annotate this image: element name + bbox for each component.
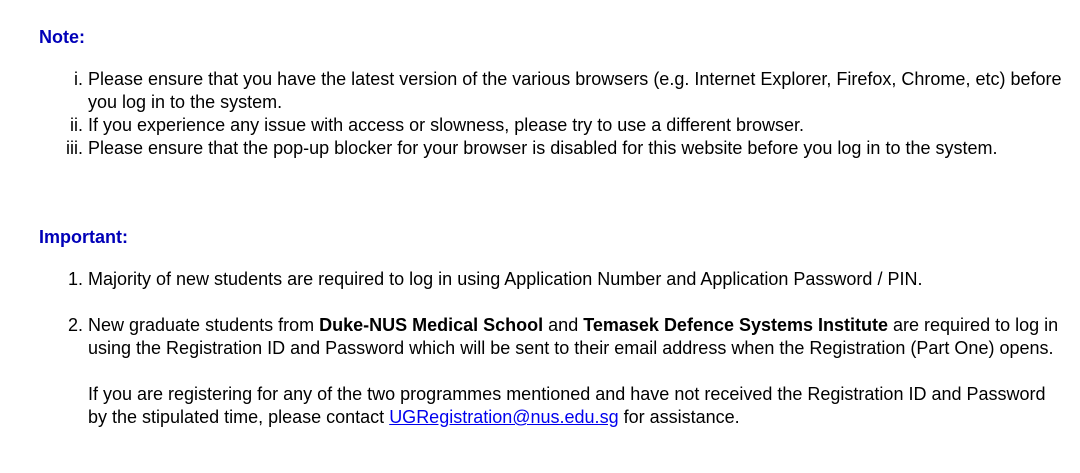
item2-paragraph-2 bbox=[88, 383, 1063, 429]
note-list bbox=[88, 68, 1063, 160]
important-heading: Important: bbox=[39, 227, 128, 247]
important-item-2 bbox=[88, 314, 1063, 429]
important-list bbox=[88, 268, 1063, 429]
note-heading: Note: bbox=[39, 27, 85, 47]
item2-text-1: New graduate students from bbox=[88, 315, 320, 335]
important-item-1: 1. Majority of new students are required to log in using Application Number and Application Password / PIN. bbox=[88, 268, 1063, 291]
item2-text-2: and bbox=[543, 315, 584, 335]
duke-nus-label: Duke-NUS Medical School bbox=[319, 315, 544, 335]
item2-para2-text: If you are registering for any of the two programmes mentioned and have not received the Registration ID and Password by the stipulated time, please contact bbox=[88, 384, 1046, 427]
item2-text-3: are required to log in using the Registration ID and Password which will be sent to their email address when the Registration (Part One) opens. bbox=[88, 315, 1059, 358]
note-item-3: iii. Please ensure that the pop-up blocker for your browser is disabled for this website before you log in to the system. bbox=[88, 137, 1063, 160]
registration-email-link[interactable]: UGRegistration@nus.edu.sg bbox=[389, 407, 619, 427]
note-item-1: i. Please ensure that you have the latest version of the various browsers (e.g. Internet Explorer, Firefox, Chrome, etc) before you log in to the system. bbox=[88, 68, 1063, 114]
temasek-label: Temasek Defence Systems Institute bbox=[583, 315, 889, 335]
note-item-2: ii. If you experience any issue with access or slowness, please try to use a different browser. bbox=[88, 114, 1063, 137]
item2-para2-end: for assistance. bbox=[618, 407, 740, 427]
